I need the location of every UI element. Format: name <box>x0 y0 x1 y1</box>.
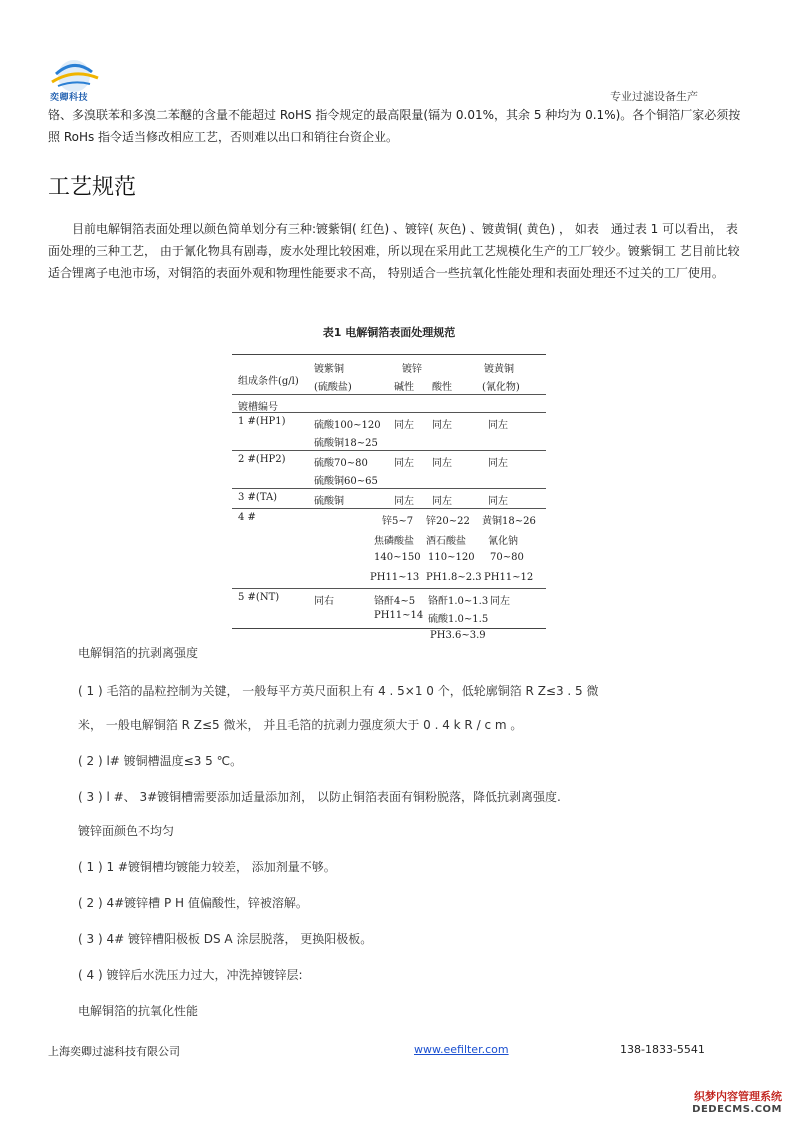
row1-e: 同左 <box>488 420 508 431</box>
row4-l3d: 110~120 <box>428 552 475 563</box>
row4-l1c: 锌5~7 <box>382 516 414 527</box>
header-cyanide: (氰化物) <box>482 382 520 393</box>
row5-l2d: 硫酸1.0~1.5 <box>428 614 489 625</box>
row4-l4d: PH1.8~2.3 <box>426 572 482 583</box>
row5-a: 同右 <box>314 596 334 607</box>
row4-l2c: 焦磷酸盐 <box>374 536 414 547</box>
row5-l2c: PH11~14 <box>374 610 424 621</box>
header-brass: 镀黄铜 <box>484 364 514 375</box>
zinc-item-2: ( 2 ) 4#镀锌槽 P H 值偏酸性，锌被溶解。 <box>78 896 308 910</box>
row4-l4e: PH11~12 <box>484 572 534 583</box>
row1-d: 同左 <box>432 420 452 431</box>
row3-d: 同左 <box>432 496 452 507</box>
row4-l3c: 140~150 <box>374 552 421 563</box>
row1-b: 硫酸铜18~25 <box>314 438 378 449</box>
header-copper: 镀紫铜 <box>314 364 344 375</box>
row1-rule <box>232 450 546 451</box>
table-title: 表1 电解铜箔表面处理规范 <box>322 326 456 339</box>
row3-c: 同左 <box>394 496 414 507</box>
header-tagline: 专业过滤设备生产 <box>610 90 698 103</box>
table-bottom-rule <box>232 628 546 629</box>
header-rule <box>232 394 546 395</box>
row3-a: 硫酸铜 <box>314 496 344 507</box>
row5-l3d: PH3.6~3.9 <box>430 630 486 641</box>
row4-l2d: 酒石酸盐 <box>426 536 466 547</box>
heading-zinc-color: 镀锌面颜色不均匀 <box>78 824 175 838</box>
zinc-item-3: ( 3 ) 4# 镀锌槽阳极板 DS A 涂层脱落， 更换阳极板。 <box>78 932 373 946</box>
surface-treatment-table <box>232 324 546 640</box>
heading-peel-strength: 电解铜箔的抗剥离强度 <box>78 646 199 660</box>
header-alkaline: 碱性 <box>394 382 414 393</box>
watermark <box>682 1088 782 1115</box>
row4-l3e: 70~80 <box>490 552 524 563</box>
intro-paragraph: 铬、多溴联苯和多溴二苯醚的含量不能超过 RoHS 指令规定的最高限量(镉为 0.01%，其余 5 种均为 0.1%)。各个铜箔厂家必须按照 RoHs 指令适当修改相应工艺，否则难以出口和销往台资企业。 <box>48 108 741 144</box>
row3-id: 3 #(TA) <box>238 492 278 503</box>
footer-url-link[interactable]: www.eefilter.com <box>414 1043 509 1056</box>
row2-d: 同左 <box>432 458 452 469</box>
footer-phone: 138-1833-5541 <box>620 1043 705 1056</box>
row4-rule <box>232 588 546 589</box>
table-top-rule <box>232 354 546 355</box>
row3-rule <box>232 508 546 509</box>
peel-item-1a: ( 1 ) 毛箔的晶粒控制为关键， 一般每平方英尺面积上有 4 . 5×1 0 个，低轮廓铜箔 R Z≤3 . 5 微 <box>78 684 599 698</box>
row4-id: 4 # <box>238 512 256 523</box>
peel-item-3: ( 3 ) l #、 3#镀铜槽需要添加适量添加剂， 以防止铜箔表面有铜粉脱落，降低抗剥离强度. <box>78 790 561 804</box>
peel-item-1b: 米， 一般电解铜箔 R Z≤5 微米， 并且毛箔的抗剥力强度须大于 0 . 4 k R / c m 。 <box>78 718 523 732</box>
watermark-line1: 织梦内容管理系统 <box>694 1090 782 1103</box>
logo-text: 奕卿科技 <box>50 93 89 103</box>
row5-l1e: 同左 <box>490 596 510 607</box>
row3-e: 同左 <box>488 496 508 507</box>
row5-l1c: 铬酐4~5 <box>374 596 416 607</box>
peel-item-2: ( 2 ) l# 镀铜槽温度≤3 5 ℃。 <box>78 754 243 768</box>
section-rule <box>232 412 546 413</box>
zinc-item-1: ( 1 ) 1 #镀铜槽均镀能力较差， 添加剂量不够。 <box>78 860 336 874</box>
section-title: 工艺规范 <box>48 175 137 200</box>
row2-c: 同左 <box>394 458 414 469</box>
header-zinc: 镀锌 <box>402 364 422 375</box>
watermark-line2: DEDECMS.COM <box>692 1104 782 1115</box>
row1-id: 1 #(HP1) <box>238 416 286 427</box>
row1-a: 硫酸100~120 <box>314 420 381 431</box>
section-label: 镀槽编号 <box>238 402 278 413</box>
row2-rule <box>232 488 546 489</box>
header-composition: 组成条件(g/l) <box>238 376 299 387</box>
heading-oxidation: 电解铜箔的抗氧化性能 <box>78 1004 199 1018</box>
section-paragraph: 目前电解铜箔表面处理以颜色简单划分有三种:镀紫铜( 红色) 、镀锌( 灰色) 、镀黄铜( 黄色) ， 如表 通过表 1 可以看出， 表面处理的三种工艺， 由于氰化物具有剧毒，废水处理比较困难，所以现在采用此工艺规模化生产的工厂较少。镀紫铜工 艺目前比较适合锂离子电池市场，对铜箔的表面外观和物理性能要求不高， 特别适合一些抗氧化性能处理和表面处理还不过关的工厂使用。 <box>48 222 740 280</box>
row5-l1d: 铬酐1.0~1.3 <box>428 596 489 607</box>
row4-l1e: 黄铜18~26 <box>482 516 536 527</box>
row1-c: 同左 <box>394 420 414 431</box>
row4-l4c: PH11~13 <box>370 572 420 583</box>
footer-company: 上海奕卿过滤科技有限公司 <box>48 1045 180 1058</box>
row2-a: 硫酸70~80 <box>314 458 368 469</box>
row2-b: 硫酸铜60~65 <box>314 476 378 487</box>
row4-l1d: 锌20~22 <box>426 516 470 527</box>
row4-l2e: 氰化钠 <box>488 536 518 547</box>
header-acidic: 酸性 <box>432 382 452 393</box>
row5-id: 5 #(NT) <box>238 592 280 603</box>
row2-id: 2 #(HP2) <box>238 454 286 465</box>
zinc-item-4: ( 4 ) 镀锌后水洗压力过大，冲洗掉镀锌层: <box>78 968 303 982</box>
row2-e: 同左 <box>488 458 508 469</box>
header-sulfate: (硫酸盐) <box>314 382 352 393</box>
